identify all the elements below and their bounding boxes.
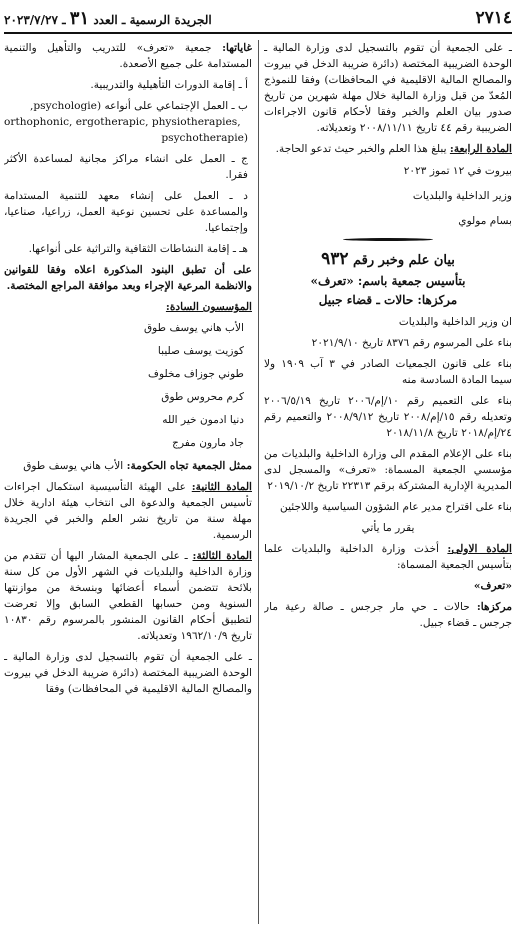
left-column (4, 40, 252, 930)
representative-label: ممثل الجمعية تجاه الحكومة: (126, 460, 252, 472)
goal-item-b-latin-1: (psychologie, (30, 100, 102, 112)
header-rule (4, 32, 512, 34)
goals-text: جمعية «تعرف» للتدريب والتأهيل والتنمية المستدامة على جميع الأصعدة. (4, 42, 252, 70)
headquarters-text: حالات ـ حي مار جرجس ـ صالة رعية مار جرجس ـ قضاء جبيل. (264, 601, 512, 629)
article-one-text: أخذت وزارة الداخلية والبلديات علما بتأسيس الجمعية المسماة: (264, 543, 512, 571)
article-three (4, 548, 252, 644)
notice-subtitle: بتأسيس جمعية باسم: «تعرف» (310, 274, 466, 288)
signature-name: بسام مولوي (458, 215, 512, 227)
article-one (264, 541, 512, 573)
page-header (4, 6, 512, 30)
founder-item: كرم محروس طوق (161, 391, 244, 403)
association-name: «تعرف» (473, 580, 512, 592)
goal-item-d: د ـ العمل على إنشاء معهد للتنمية المستدامة والمساعدة على تحسين نوعية العمل، زراعيا، صناعيا، وإجتماعيا. (4, 190, 248, 234)
founders-label: المؤسسون السادة: (165, 301, 252, 313)
article-two-text: على الهيئة التأسيسية استكمال اجراءات تأسيس الجمعية والدعوة الى انتخاب هيئة ادارية خلال مهلة سنة من تاريخ نشر العلم والخبر في الجريدة الرسمية. (4, 481, 252, 541)
headquarters (264, 599, 512, 631)
goal-item-a: أ ـ إقامة الدورات التأهيلية والتدريبية. (90, 79, 248, 91)
founder-item: كوزيت يوسف صليبا (157, 345, 244, 357)
signature-place-date: بيروت في ١٢ تموز ٢٠٢٣ (403, 165, 512, 177)
representative-text: الأب هاني يوسف طوق (23, 460, 124, 472)
basis-proposal: بناء على اقتراح مدير عام الشؤون السياسية واللاجئين (280, 501, 512, 513)
founder-item: الأب هاني يوسف طوق (143, 322, 244, 334)
right-column (264, 40, 512, 930)
basis-notification: بناء على الإعلام المقدم الى وزارة الداخلية والبلديات من مؤسسي الجمعية المسماة: «تعرف» والمسجل لدى المديرية الإدارية المشتركة برقم ٢٢٣١٣ تاريخ ٢٠١٩/١٠/٢ (264, 448, 512, 492)
founder-item: دنيا ادمون خير الله (162, 414, 244, 426)
tax-registration-paragraph: ـ على الجمعية أن تقوم بالتسجيل لدى وزارة المالية ـ الوحدة الضريبية المختصة (دائرة ضريبة الدخل في بيروت والمصالح المالية الاقليمية في المحافظات) وفقا للنموذج المُعدّ من قبل وزارة المالية خلال مهلة شهرين من تاريخ صدور بيان العلم والخبر وفقا لأحكام قانون الاجراءات الضريبية رقم ٤٤ تاريخ ٢٠٠٨/١١/١١ وتعديلاته. (264, 42, 512, 134)
founders-list (4, 320, 252, 451)
minister-line: ان وزير الداخلية والبلديات (398, 316, 512, 328)
goal-item-b-latin-2: orthophonic, ergotherapic, physiotherapies, (4, 116, 241, 128)
basis-law: بناء على قانون الجمعيات الصادر في ٣ آب ١٩٠٩ ولا سيما المادة السادسة منه (264, 358, 512, 386)
basis-decree: بناء على المرسوم رقم ٨٣٧٦ تاريخ ٢٠٢١/٩/١٠ (311, 337, 512, 349)
tax-registration-continued: ـ على الجمعية أن تقوم بالتسجيل لدى وزارة المالية ـ الوحدة الضريبية المختصة (دائرة ضريبة الدخل في بيروت والمصالح المالية الاقليمية في المحافظات) وفقا (4, 651, 252, 695)
article-two-label: المادة الثانية: (191, 481, 252, 493)
goal-item-e: هـ ـ إقامة النشاطات الثقافية والتراثية على أنواعها. (28, 243, 248, 255)
header-issue-number: ٣١ (69, 7, 90, 29)
article-three-label: المادة الثالثة: (192, 550, 252, 562)
article-four-label: المادة الرابعة: (449, 143, 512, 155)
header-title: الجريدة الرسمية ـ العدد (93, 12, 212, 27)
government-representative (4, 458, 252, 474)
goals (4, 40, 252, 72)
article-four (264, 141, 512, 157)
goal-item-b-text: ب ـ العمل الإجتماعي على أنواعه (104, 100, 248, 112)
article-two (4, 479, 252, 543)
article-four-text: يبلغ هذا العلم والخبر حيث تدعو الحاجة. (275, 143, 447, 155)
decides-heading: يقرر ما يأتي (361, 522, 415, 534)
notice-title-prefix: بيان علم وخبر رقم (353, 253, 455, 268)
notice-location: مركزها: حالات ـ قضاء جبيل (318, 293, 458, 307)
goal-item-b-latin-3: psychotherapie) (161, 132, 248, 144)
article-one-label: المادة الاولى: (447, 543, 512, 555)
founder-item: طوني جوزاف مخلوف (148, 368, 244, 380)
goals-label: غاياتها: (222, 42, 252, 54)
goal-item-c: ج ـ العمل على انشاء مراكز مجانية لمساعدة الأكثر فقرا. (4, 153, 248, 181)
founder-item: جاد مارون مفرج (172, 437, 244, 449)
article-three-text: ـ على الجمعية المشار اليها أن تتقدم من وزارة الداخلية والبلديات في الشهر الأول من كل سنة بلائحة تتضمن أسماء أعضائها وبنسخة من موازنتها السنوية ومن حسابها القطعي السابق وإلا تعرضت لتطبيق أحكام القانون المنشور بالمرسوم رقم ١٠٨٣٠ تاريخ ١٩٦٢/١٠/٩ وتعديلاته. (4, 550, 252, 642)
compliance-paragraph: على أن تطبق البنود المذكورة اعلاه وفقا للقوانين والانظمة المرعية الإجراء وبعد موافقة المراجع المختصة. (4, 264, 252, 292)
header-publication (4, 8, 212, 29)
signature-title: وزير الداخلية والبلديات (412, 190, 512, 202)
notice-number: ٩٣٢ (321, 249, 349, 269)
column-divider (258, 40, 259, 924)
headquarters-label: مركزها: (476, 601, 512, 613)
signature-block (264, 163, 512, 229)
basis-circulars: بناء على التعميم رقم ١٠/إم/٢٠٠٦ تاريخ ٢٠٠٦/٥/١٩ وتعديله رقم ١٥/إم/٢٠٠٨ تاريخ ٢٠٠٨/٩/١٢ والتعميم رقم ٢٤/إم/٢٠١٨ تاريخ ٢٠١٨/١١/٨ (264, 395, 512, 439)
header-date: ـ ٢٠٢٣/٧/٢٧ (4, 12, 66, 27)
section-ornament (343, 238, 433, 241)
notice-title (264, 251, 512, 269)
page-number: ٢٧١٤ (475, 8, 512, 28)
goal-item-b (4, 98, 252, 146)
